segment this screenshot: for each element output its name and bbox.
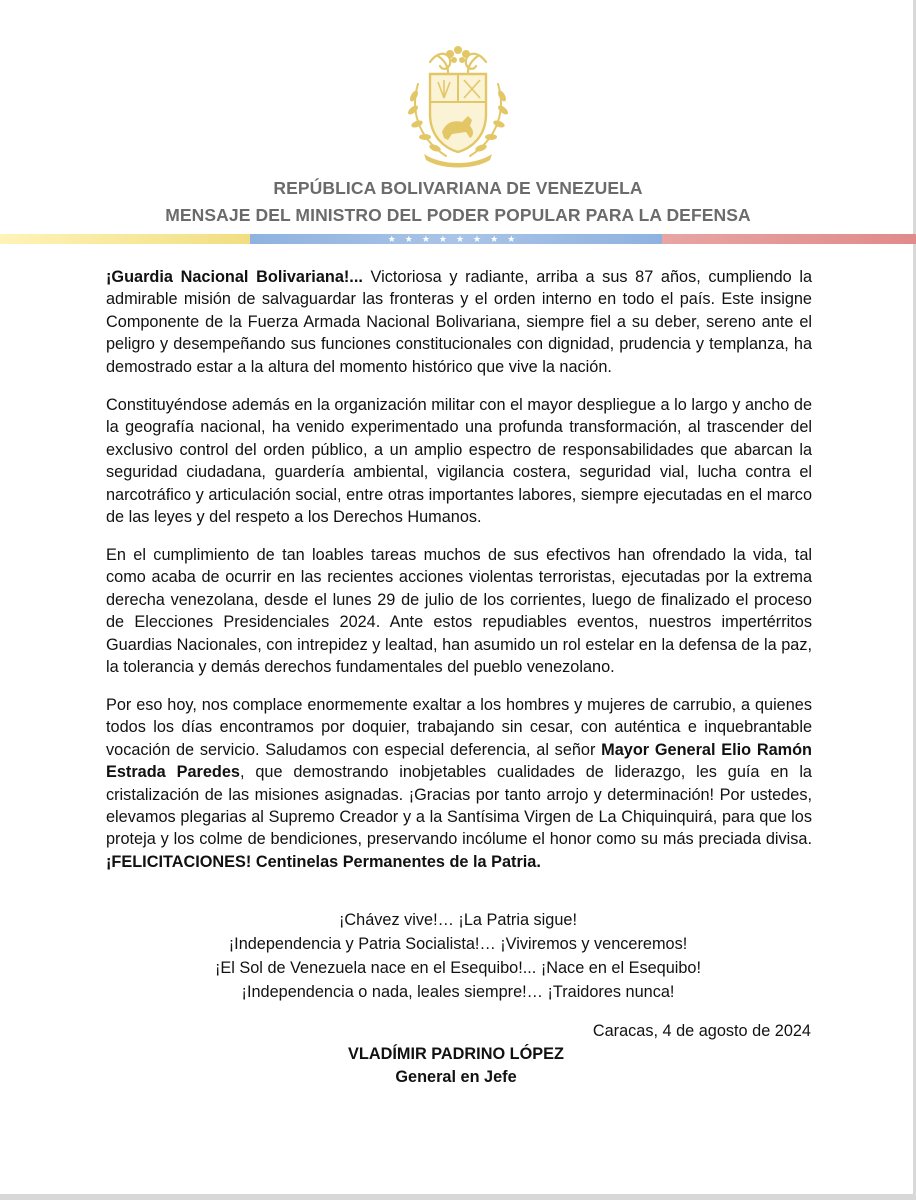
slogan-4: ¡Independencia o nada, leales siempre!… ¡Traidores nunca! xyxy=(241,983,675,1001)
closing-slogans xyxy=(0,908,916,1004)
stars-icon: ★★★★★★★★ xyxy=(387,234,525,244)
paragraph-4-text-b: , que demostrando inobjetables cualidades de liderazgo, les guía en la cristalización de las misiones asignadas. ¡Gracias por tanto arrojo y determinación! Por ustedes, elevamos plegarias al Supremo Creador y a la Santísima Virgen de La Chiquinquirá, para que los proteja y los colme de bendiciones, preservando incólume el honor como su más preciada divisa. xyxy=(106,763,812,849)
paragraph-1-lead: ¡Guardia Nacional Bolivariana!... xyxy=(106,268,363,286)
coat-of-arms-icon xyxy=(392,40,524,172)
paragraph-4-honoree-name: Mayor General Elio Ramón Estrada Paredes xyxy=(106,740,812,782)
paragraph-3 xyxy=(106,544,812,678)
slogan-3: ¡El Sol de Venezuela nace en el Esequibo!... ¡Nace en el Esequibo! xyxy=(214,959,702,977)
place-date: Caracas, 4 de agosto de 2024 xyxy=(592,1022,811,1040)
paragraph-1-text: Victoriosa y radiante, arriba a sus 87 años, cumpliendo la admirable misión de salvaguardar las fronteras y el orden interno en todo el país. Este insigne Componente de la Fuerza Armada Nacional Bolivariana, siempre fiel a su deber, sereno ante el peligro y desempeñando sus funciones constitucionales con dignidad, prudencia y templanza, ha demostrado estar a la altura del momento histórico que vive la nación. xyxy=(106,268,812,376)
paragraph-4-text-a: Por eso hoy, nos complace enormemente exaltar a los hombres y mujeres de carrubio, a quienes todos los días encontramos por doquier, trabajando sin cesar, con auténtica e inquebrantable vocación de servicio. Saludamos con especial deferencia, al señor xyxy=(106,696,812,759)
signatory-name: VLADÍMIR PADRINO LÓPEZ xyxy=(348,1045,564,1063)
slogan-1: ¡Chávez vive!… ¡La Patria sigue! xyxy=(339,911,577,929)
slogan-2: ¡Independencia y Patria Socialista!… ¡Viviremos y venceremos! xyxy=(228,935,688,953)
tricolor-red xyxy=(662,234,916,244)
header-message-title: MENSAJE DEL MINISTRO DEL PODER POPULAR PARA LA DEFENSA xyxy=(165,205,751,225)
header-republic-title: REPÚBLICA BOLIVARIANA DE VENEZUELA xyxy=(273,178,643,198)
tricolor-band xyxy=(0,234,916,244)
paragraph-2-text: Constituyéndose además en la organización militar con el mayor despliegue a lo largo y ancho de la geografía nacional, ha venido experimentado una profunda transformación, al trascender del exclusivo control del orden público, a un amplio espectro de responsabilidades que abarcan la seguridad ciudadana, guardería ambiental, vigilancia costera, seguridad vial, lucha contra el narcotráfico y articulación social, entre otras importantes labores, siempre ejecutadas en el marco de las leyes y del respeto a los Derechos Humanos. xyxy=(106,396,812,527)
tricolor-yellow xyxy=(0,234,250,244)
paragraph-4 xyxy=(106,694,812,873)
paragraph-4-congratulations: ¡FELICITACIONES! Centinelas Permanentes de la Patria. xyxy=(106,852,541,871)
signatory-rank: General en Jefe xyxy=(395,1068,517,1086)
paragraph-1 xyxy=(106,266,812,378)
tricolor-blue xyxy=(250,234,662,244)
paragraph-3-text: En el cumplimiento de tan loables tareas muchos de sus efectivos han ofrendado la vida, tal como acaba de ocurrir en las recientes acciones violentas terroristas, ejecutadas por la extrema derecha venezolana, desde el lunes 29 de julio de los corrientes, luego de finalizado el proceso de Elecciones Presidenciales 2024. Ante estos repudiables eventos, nuestros impertérritos Guardias Nacionales, con intrepidez y lealtad, han asumido un rol estelar en la defensa de la paz, la tolerancia y demás derechos fundamentales del pueblo venezolano. xyxy=(106,546,812,677)
paragraph-2 xyxy=(106,394,812,528)
